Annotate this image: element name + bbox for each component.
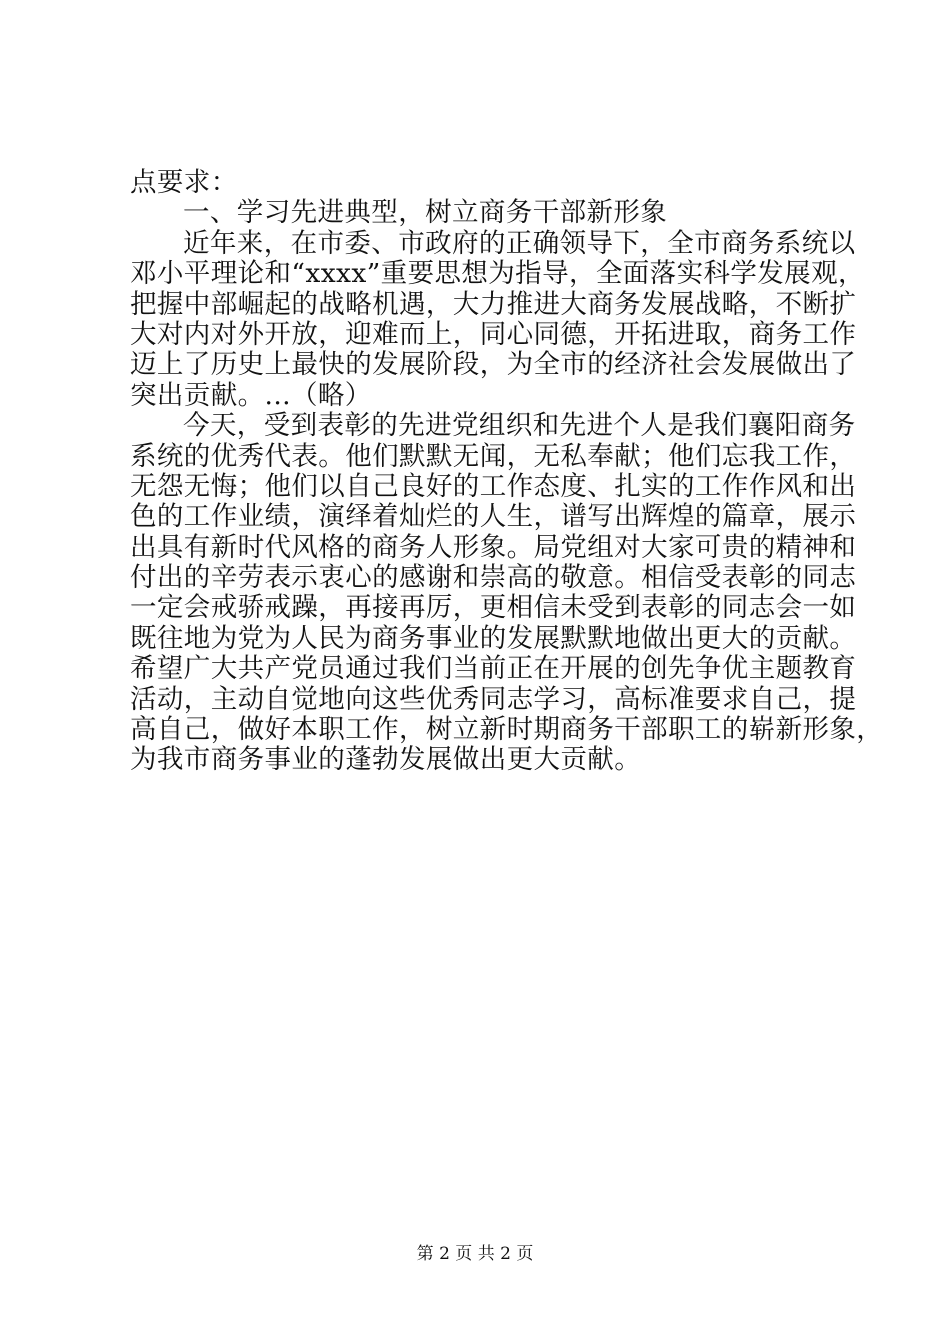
- text-line: 一定会戒骄戒躁，再接再厉，更相信未受到表彰的同志会一如: [130, 592, 857, 624]
- text-line: 无怨无悔；他们以自己良好的工作态度、扎实的工作作风和出: [130, 470, 857, 502]
- text-line: 出具有新时代风格的商务人形象。局党组对大家可贵的精神和: [130, 531, 857, 563]
- text-line: 今天，受到表彰的先进党组织和先进个人是我们襄阳商务: [183, 410, 856, 442]
- text-line: 高自己，做好本职工作，树立新时期商务干部职工的崭新形象，: [130, 714, 884, 746]
- section-heading: 一、学习先进典型，树立商务干部新形象: [183, 197, 668, 229]
- text-line: 系统的优秀代表。他们默默无闻，无私奉献；他们忘我工作，: [130, 440, 857, 472]
- text-line: 突出贡献。...（略）: [130, 379, 372, 411]
- text-line: 大对内对外开放，迎难而上，同心同德，开拓进取，商务工作: [130, 318, 857, 350]
- text-line: 把握中部崛起的战略机遇，大力推进大商务发展战略，不断扩: [130, 288, 857, 320]
- document-body: [130, 167, 884, 776]
- text-line: 近年来，在市委、市政府的正确领导下，全市商务系统以: [183, 227, 856, 259]
- text-line: 希望广大共产党员通过我们当前正在开展的创先争优主题教育: [130, 653, 857, 685]
- text-line: 付出的辛劳表示衷心的感谢和崇高的敬意。相信受表彰的同志: [130, 562, 857, 594]
- text-line: 既往地为党为人民为商务事业的发展默默地做出更大的贡献。: [130, 622, 857, 654]
- text-line: 邓小平理论和“xxxx”重要思想为指导，全面落实科学发展观，: [130, 258, 865, 290]
- text-line: 点要求：: [130, 167, 238, 198]
- text-line: 活动，主动自觉地向这些优秀同志学习，高标准要求自己，提: [130, 683, 857, 715]
- text-line: 色的工作业绩，演绎着灿烂的人生，谱写出辉煌的篇章，展示: [130, 501, 857, 533]
- page-number-footer: 第 2 页 共 2 页: [416, 1244, 534, 1264]
- text-line: 迈上了历史上最快的发展阶段，为全市的经济社会发展做出了: [130, 349, 857, 381]
- text-line: 为我市商务事业的蓬勃发展做出更大贡献。: [130, 744, 642, 776]
